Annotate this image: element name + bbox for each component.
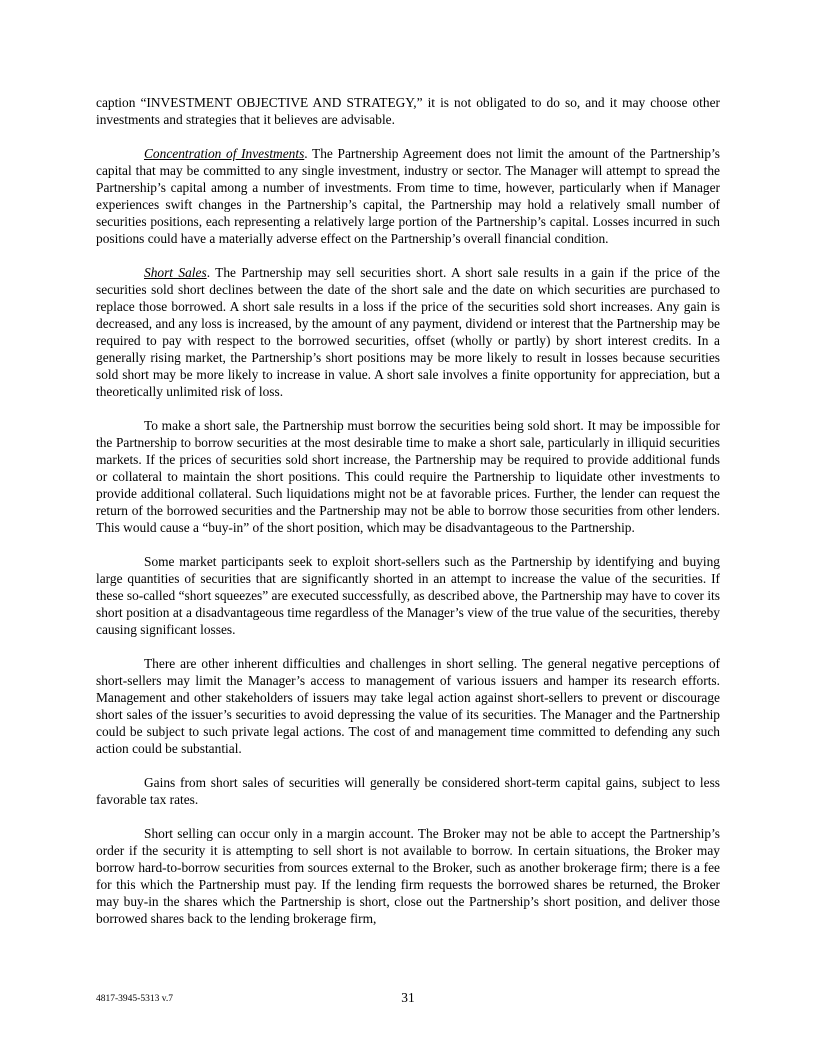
paragraph-tax	[96, 774, 720, 808]
paragraph-text: . The Partnership may sell securities short. A short sale results in a gain if the price of the securities sold short declines between the date of the short sale and the date on which securities are purchased to replace those borrowed. A short sale results in a loss if the price of the securities sold short increases. Any gain is decreased, and any loss is increased, by the amount of any payment, dividend or interest that the Partnership may be required to pay with respect to the borrowed securities, offset (wholly or partly) by short interest credits. In a generally rising market, the Partnership’s short positions may be more likely to result in losses because securities sold short may be more likely to increase in value. A short sale involves a finite opportunity for appreciation, but a theoretically unlimited risk of loss.	[96, 265, 720, 399]
paragraph-text: caption “INVESTMENT OBJECTIVE AND STRATEGY,” it is not obligated to do so, and it may choose other investments and strategies that it believes are advisable.	[96, 95, 720, 127]
document-body	[96, 94, 720, 944]
paragraph-margin-account	[96, 825, 720, 927]
section-heading-short-sales: Short Sales	[144, 265, 207, 280]
section-heading-concentration: Concentration of Investments	[144, 146, 305, 161]
paragraph-short-sales	[96, 264, 720, 400]
paragraph-short-squeezes	[96, 553, 720, 638]
paragraph-text: . The Partnership Agreement does not limit the amount of the Partnership’s capital that may be committed to any single investment, industry or sector. The Manager will attempt to spread the Partnership’s capital among a number of investments. From time to time, however, particularly when if Manager experiences swift changes in the Partnership’s capital, the Partnership may hold a relatively small number of securities positions, each representing a relatively large portion of the Partnership’s capital. Losses incurred in such positions could have a materially adverse effect on the Partnership’s overall financial condition.	[96, 146, 720, 246]
paragraph-concentration-of-investments	[96, 145, 720, 247]
paragraph-caption-continuation	[96, 94, 720, 128]
footer-document-id: 4817-3945-5313 v.7	[96, 994, 173, 1004]
page-number: 31	[401, 990, 415, 1005]
paragraph-borrowing	[96, 417, 720, 536]
paragraph-difficulties	[96, 655, 720, 757]
paragraph-text: Short selling can occur only in a margin account. The Broker may not be able to accept the Partnership’s order if the security it is attempting to sell short is not available to borrow. In certain situations, the Broker may borrow hard-to-borrow securities from sources external to the Broker, such as another brokerage firm; there is a fee for this which the Partnership must pay. If the lending firm requests the borrowed shares be returned, the Broker may buy-in the shares which the Partnership is short, close out the Partnership’s short position, and deliver those borrowed shares back to the lending brokerage firm,	[96, 826, 720, 926]
paragraph-text: Gains from short sales of securities will generally be considered short-term capital gains, subject to less favorable tax rates.	[96, 775, 720, 807]
paragraph-text: There are other inherent difficulties and challenges in short selling. The general negative perceptions of short-sellers may limit the Manager’s access to management of various issuers and hamper its research efforts. Management and other stakeholders of issuers may take legal action against short-sellers to prevent or discourage short sales of the issuer’s securities to avoid depressing the value of its securities. The Manager and the Partnership could be subject to such private legal actions. The cost of and management time committed to defending any such action could be substantial.	[96, 656, 720, 756]
paragraph-text: To make a short sale, the Partnership must borrow the securities being sold short. It may be impossible for the Partnership to borrow securities at the most desirable time to make a short sale, particularly in illiquid securities markets. If the prices of securities sold short increase, the Partnership may be required to provide additional funds or collateral to maintain the short positions. This could require the Partnership to liquidate other investments to provide additional collateral. Such liquidations might not be at favorable prices. Further, the lender can request the return of the borrowed securities and the Partnership may not be able to borrow those securities from other lenders. This would cause a “buy-in” of the short position, which may be disadvantageous to the Partnership.	[96, 418, 720, 535]
paragraph-text: Some market participants seek to exploit short-sellers such as the Partnership by identifying and buying large quantities of securities that are significantly shorted in an attempt to increase the value of the securities. If these so-called “short squeezes” are executed successfully, as described above, the Partnership may have to cover its short position at a disadvantageous time regardless of the Manager’s view of the true value of the securities, thereby causing significant losses.	[96, 554, 720, 637]
